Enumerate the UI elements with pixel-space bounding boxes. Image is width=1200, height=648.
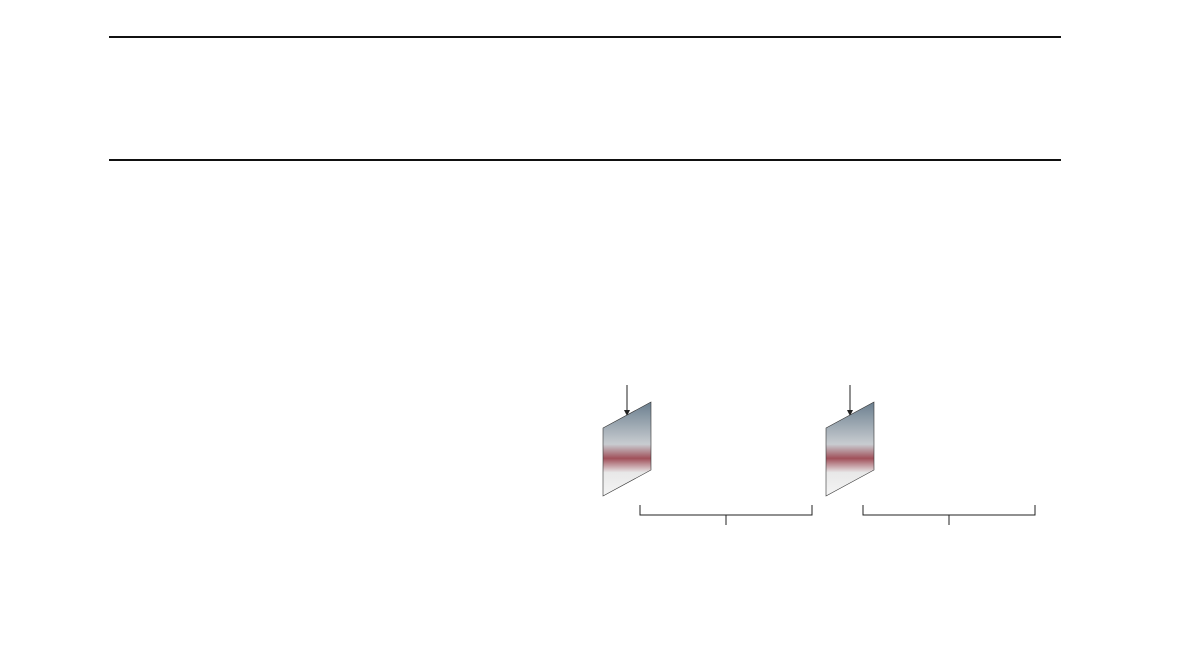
- figure-1-illustration: [600, 290, 1064, 530]
- paper-title: [109, 66, 1061, 101]
- keyframe-arrows: [624, 385, 853, 416]
- bottom-rule: [109, 159, 1061, 161]
- keyframe-left: [603, 402, 651, 496]
- top-rule: [109, 36, 1061, 38]
- token-braces: [640, 505, 1035, 525]
- keyframe-right: [826, 402, 874, 496]
